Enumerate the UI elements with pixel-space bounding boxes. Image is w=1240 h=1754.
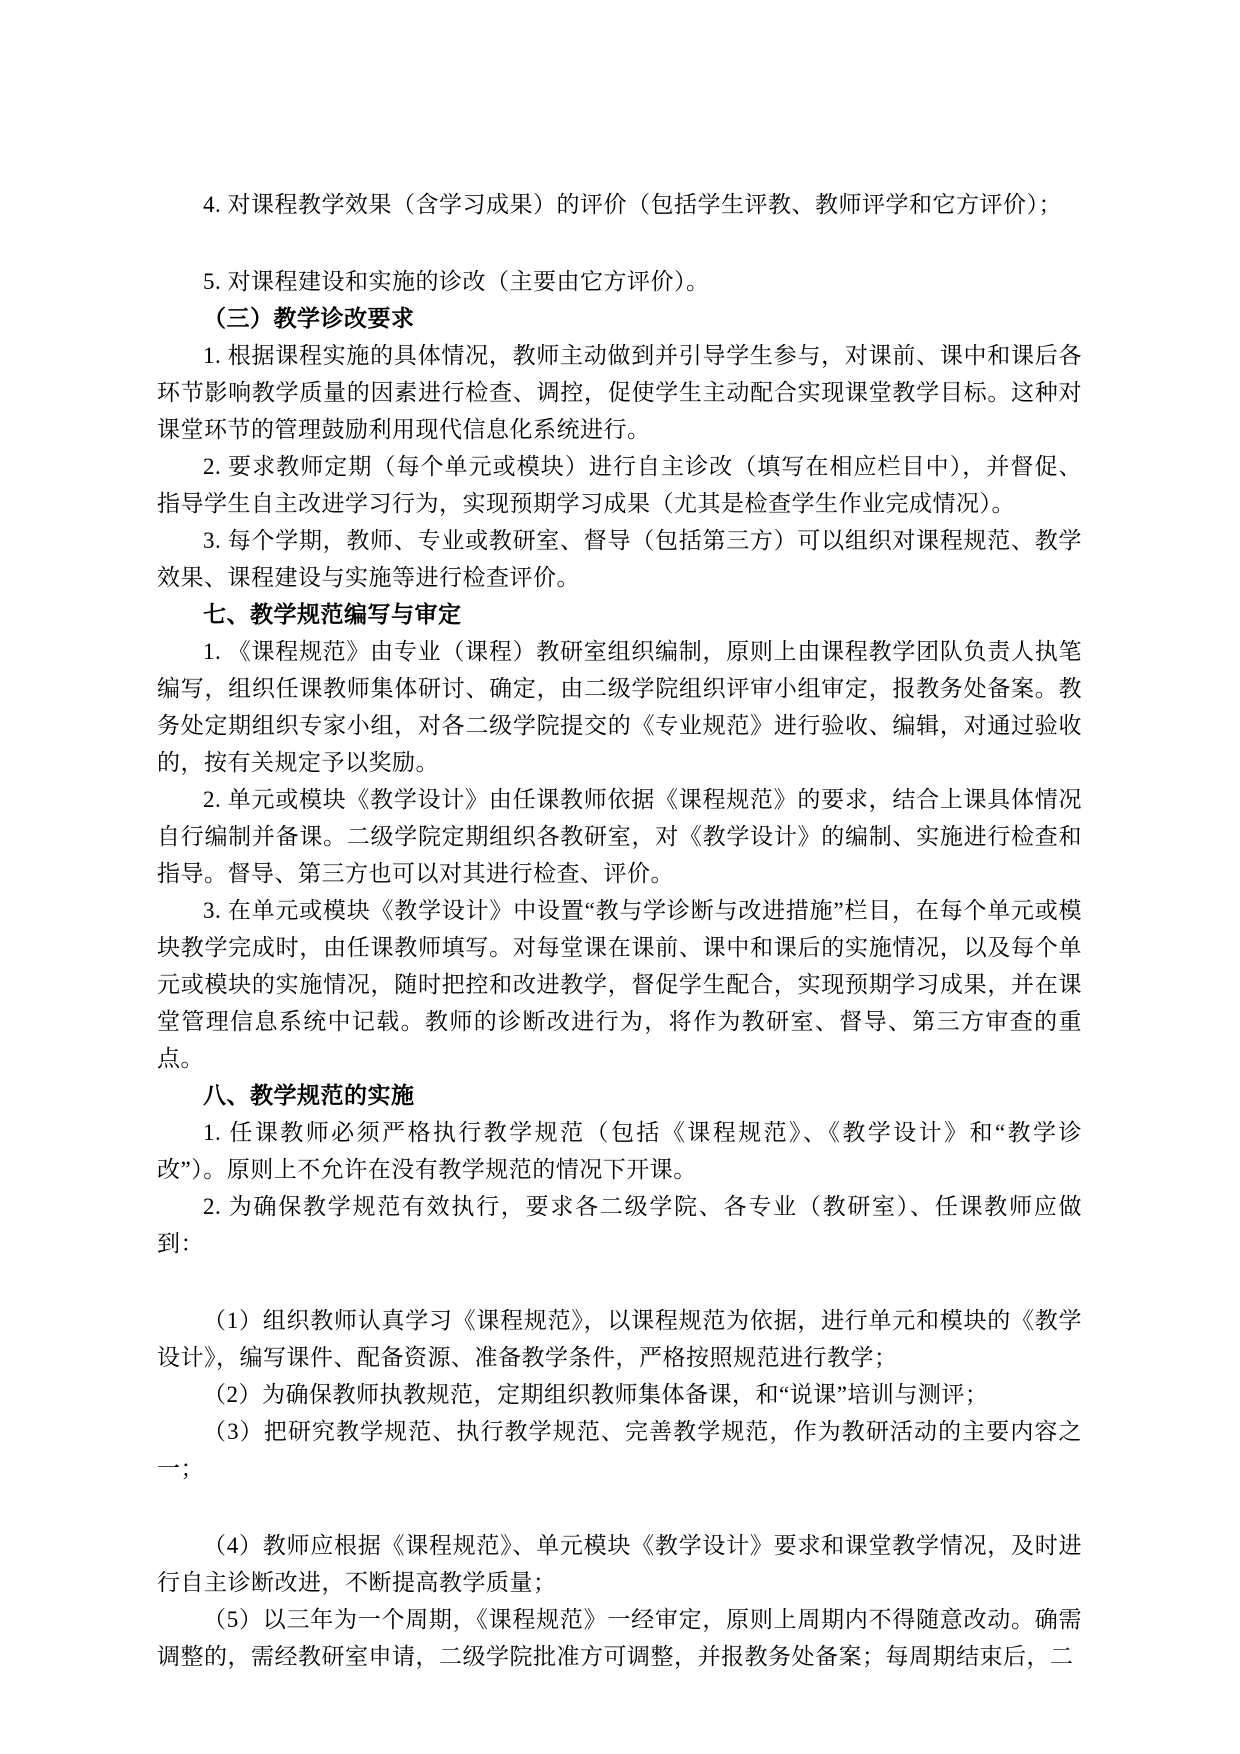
paragraph-compile-3: 3. 在单元或模块《教学设计》中设置“教与学诊断与改进措施”栏目，在每个单元或模块教学完成时，由任课教师填写。对每堂课在课前、课中和课后的实施情况，以及每个单元或模块的实施情况，随时把控和改进教学，督促学生配合，实现预期学习成果，并在课堂管理信息系统中记载。教师的诊断改进行为，将作为教研室、督导、第三方审查的重点。 — [157, 898, 1082, 1071]
list-item-4: 4. 对课程教学效果（含学习成果）的评价（包括学生评教、教师评学和它方评价）； — [203, 192, 1062, 217]
paragraph-diagnosis-2: 2. 要求教师定期（每个单元或模块）进行自主诊改（填写在相应栏目中），并督促、指导学生自主改进学习行为，实现预期学习成果（尤其是检查学生作业完成情况）。 — [157, 454, 1082, 516]
paragraph-diagnosis-1: 1. 根据课程实施的具体情况，教师主动做到并引导学生参与，对课前、课中和课后各环节影响教学质量的因素进行检查、调控，促使学生主动配合实现课堂教学目标。这种对课堂环节的管理鼓励利用现代信息化系统进行。 — [157, 343, 1082, 442]
section-heading-7: 七、教学规范编写与审定 — [203, 602, 462, 627]
paragraph-implement-2-4: （4）教师应根据《课程规范》、单元模块《教学设计》要求和课堂教学情况，及时进行自主诊断改进，不断提高教学质量； — [157, 1533, 1082, 1595]
paragraph-diagnosis-3: 3. 每个学期，教师、专业或教研室、督导（包括第三方）可以组织对课程规范、教学效果、课程建设与实施等进行检查评价。 — [157, 528, 1082, 590]
paragraph-implement-2-1: （1）组织教师认真学习《课程规范》，以课程规范为依据，进行单元和模块的《教学设计》，编写课件、配备资源、准备教学条件，严格按照规范进行教学； — [157, 1308, 1082, 1370]
paragraph-implement-1: 1. 任课教师必须严格执行教学规范（包括《课程规范》、《教学设计》和“教学诊改”）。原则上不允许在没有教学规范的情况下开课。 — [157, 1120, 1082, 1182]
paragraph-compile-2: 2. 单元或模块《教学设计》由任课教师依据《课程规范》的要求，结合上课具体情况自行编制并备课。二级学院定期组织各教研室，对《教学设计》的编制、实施进行检查和指导。督导、第三方也可以对其进行检查、评价。 — [157, 787, 1082, 886]
document-body — [157, 186, 1082, 1675]
paragraph-implement-2-3: （3）把研究教学规范、执行教学规范、完善教学规范，作为教研活动的主要内容之一； — [157, 1419, 1082, 1481]
list-item-5: 5. 对课程建设和实施的诊改（主要由它方评价）。 — [203, 269, 710, 294]
paragraph-implement-2: 2. 为确保教学规范有效执行，要求各二级学院、各专业（教研室）、任课教师应做到： — [157, 1194, 1082, 1256]
section-heading-3: （三）教学诊改要求 — [203, 306, 415, 331]
paragraph-implement-2-2: （2）为确保教师执教规范，定期组织教师集体备课，和“说课”培训与测评； — [203, 1382, 989, 1407]
section-heading-8: 八、教学规范的实施 — [203, 1083, 415, 1108]
paragraph-implement-2-5: （5）以三年为一个周期，《课程规范》一经审定，原则上周期内不得随意改动。确需调整的，需经教研室申请，二级学院批准方可调整，并报教务处备案；每周期结束后，二 — [157, 1607, 1082, 1669]
paragraph-compile-1: 1. 《课程规范》由专业（课程）教研室组织编制，原则上由课程教学团队负责人执笔编写，组织任课教师集体研讨、确定，由二级学院组织评审小组审定，报教务处备案。教务处定期组织专家小组，对各二级学院提交的《专业规范》进行验收、编辑，对通过验收的，按有关规定予以奖励。 — [157, 639, 1082, 775]
